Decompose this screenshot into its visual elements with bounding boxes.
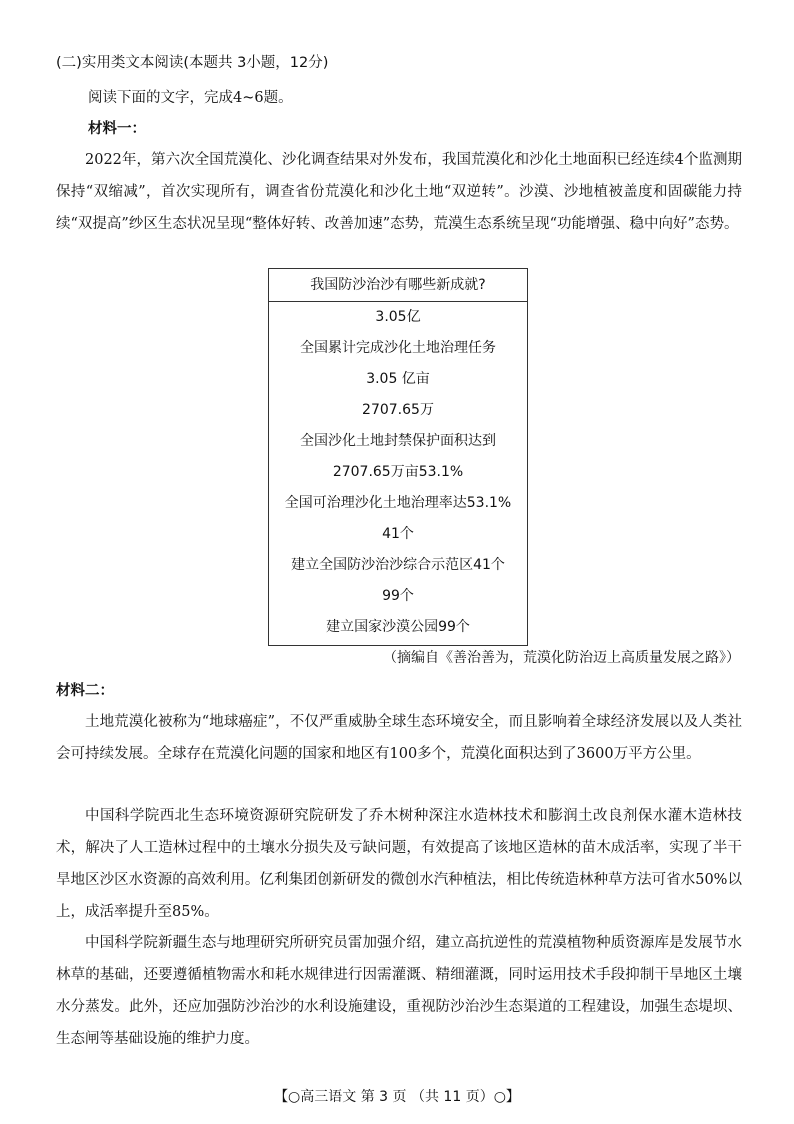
table-row: 2707.65万 <box>362 402 434 418</box>
table-row: 99个 <box>382 588 414 604</box>
achievement-table <box>268 268 528 646</box>
page-footer: 【○高三语文 第 3 页 （共 11 页）○】 <box>274 1089 520 1105</box>
table-row: 建立全国防沙治沙综合示范区41个 <box>291 557 505 573</box>
table-row: 3.05亿 <box>375 309 421 325</box>
table-row: 3.05 亿亩 <box>366 371 430 387</box>
instruction: 阅读下面的文字，完成4~6题。 <box>88 90 293 106</box>
material2-paragraph: 中国科学院西北生态环境资源研究院研发了乔木树种深注水造林技术和膨润土改良剂保水灌木造林技术，解决了人工造林过程中的土壤水分损失及亏缺问题，有效提高了该地区造林的苗木成活率，实现了半干旱地区沙区水资源的高效利用。亿利集团创新研发的微创水汽种植法，相比传统造林种草方法可省水50%以上，成活率提升至85%。 <box>56 808 742 920</box>
table-row: 全国累计完成沙化土地治理任务 <box>300 340 496 356</box>
material1-paragraph: 2022年，第六次全国荒漠化、沙化调查结果对外发布，我国荒漠化和沙化土地面积已经连续4个监测期保持“双缩减”，首次实现所有，调查省份荒漠化和沙化土地“双逆转”。沙漠、沙地植被盖度和固碳能力持续“双提高”纱区生态状况呈现“整体好转、改善加速”态势，荒漠生态系统呈现“功能增强、稳中向好”态势。 <box>56 152 742 232</box>
table-title: 我国防沙治沙有哪些新成就? <box>269 269 527 302</box>
table-row: 建立国家沙漠公园99个 <box>326 619 470 635</box>
material2-paragraph: 中国科学院新疆生态与地理研究所研究员雷加强介绍，建立高抗逆性的荒漠植物种质资源库是发展节水林草的基础，还要遵循植物需水和耗水规律进行因需灌溉、精细灌溉，同时运用技术手段抑制干旱地区土壤水分蒸发。此外，还应加强防沙治沙的水利设施建设，重视防沙治沙生态渠道的工程建设，加强生态堤坝、生态闸等基础设施的维护力度。 <box>56 935 742 1047</box>
material1-label: 材料一： <box>88 120 146 137</box>
table-row: 全国沙化土地封禁保护面积达到 <box>300 433 496 449</box>
material2-label: 材料二： <box>56 683 114 699</box>
table-row: 2707.65万亩53.1% <box>332 464 464 480</box>
section-heading: (二)实用类文本阅读(本题共 3小题，12分) <box>56 55 329 71</box>
table-row: 全国可治理沙化土地治理率达53.1% <box>284 495 512 511</box>
table-row: 41个 <box>382 526 414 542</box>
table-source: （摘编自《善治善为，荒漠化防治迈上高质量发展之路》） <box>383 650 740 666</box>
material2-paragraph: 土地荒漠化被称为“地球癌症”，不仅严重威胁全球生态环境安全，而且影响着全球经济发展以及人类社会可持续发展。全球存在荒漠化问题的国家和地区有100多个，荒漠化面积达到了3600万平方公里。 <box>56 714 742 762</box>
